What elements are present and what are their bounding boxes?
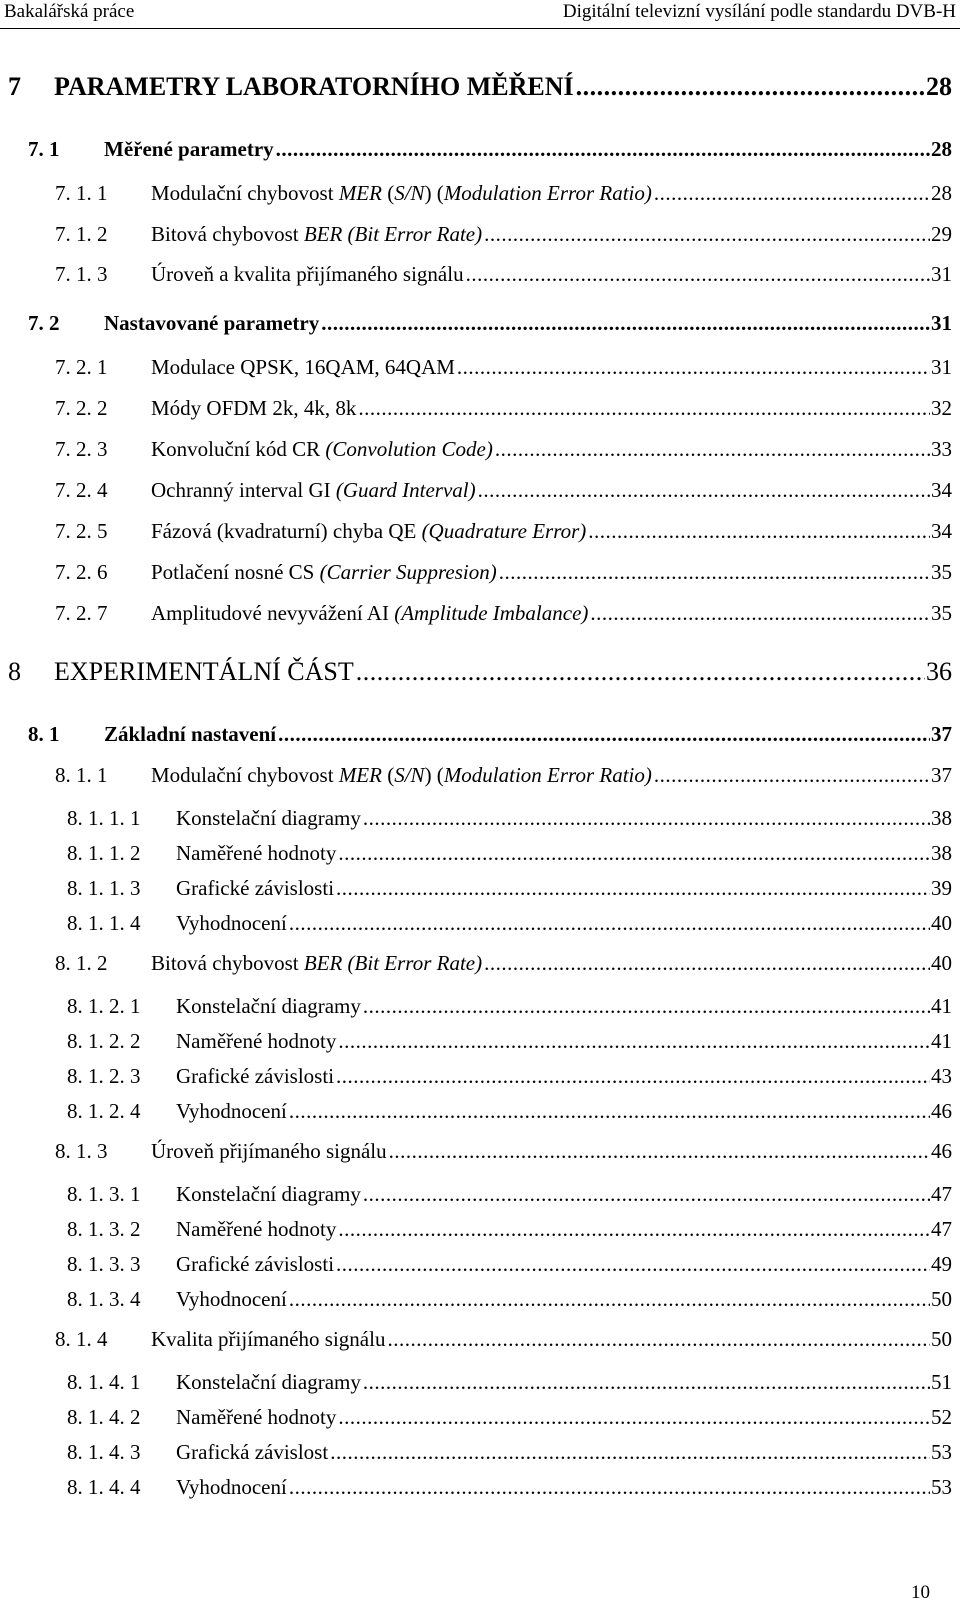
toc-leader-dots xyxy=(330,1440,930,1465)
toc-leader-dots xyxy=(387,1327,930,1352)
toc-title: Měřené parametry xyxy=(104,137,274,161)
toc-entry-chapter[interactable] xyxy=(8,657,952,687)
toc-title: Vyhodnocení xyxy=(176,1287,287,1311)
toc-leader-dots xyxy=(588,519,930,544)
toc-title: Úroveň přijímaného signálu xyxy=(151,1139,387,1163)
toc-number: 8. 1. 3 xyxy=(55,1139,108,1163)
toc-title: Konvoluční kód CR (Convolution Code) xyxy=(151,437,493,461)
toc-number: 8. 1. 3. 1 xyxy=(67,1182,141,1206)
toc-leader-dots xyxy=(336,1064,930,1089)
toc-page: 50 xyxy=(931,1327,952,1351)
toc-leader-dots xyxy=(576,72,925,102)
toc-leader-dots xyxy=(289,1099,930,1124)
toc-title: Ochranný interval GI (Guard Interval) xyxy=(151,478,476,502)
toc-number: 7. 2 xyxy=(28,311,60,335)
toc-entry-subsection[interactable] xyxy=(55,601,952,626)
toc-title: PARAMETRY LABORATORNÍHO MĚŘENÍ xyxy=(54,72,574,101)
toc-leader-dots xyxy=(654,181,930,206)
toc-number: 8. 1. 2. 1 xyxy=(67,994,141,1018)
toc-number: 8. 1. 1. 2 xyxy=(67,841,141,865)
toc-number: 7. 2. 4 xyxy=(55,478,108,502)
toc-number: 7. 1 xyxy=(28,137,60,161)
toc-page: 49 xyxy=(931,1252,952,1276)
toc-number: 7. 2. 6 xyxy=(55,560,108,584)
toc-title: Kvalita přijímaného signálu xyxy=(151,1327,386,1351)
toc-entry-subsection[interactable] xyxy=(55,396,952,421)
toc-title: Amplitudové nevyvážení AI (Amplitude Imbalance) xyxy=(151,601,589,625)
toc-page: 31 xyxy=(931,262,952,286)
toc-entry-subsection[interactable] xyxy=(55,519,952,544)
toc-entry-subsubsection[interactable] xyxy=(67,1405,952,1430)
page-number: 10 xyxy=(911,1582,930,1603)
toc-title: Grafické závislosti xyxy=(176,1064,335,1088)
toc-entry-subsection[interactable] xyxy=(55,262,952,287)
toc-entry-subsection[interactable] xyxy=(55,181,952,206)
toc-leader-dots xyxy=(363,806,930,831)
toc-number: 8. 1. 3. 4 xyxy=(67,1287,141,1311)
toc-title: Bitová chybovost BER (Bit Error Rate) xyxy=(151,222,483,246)
toc-title: Fázová (kvadraturní) chyba QE (Quadrature Error) xyxy=(151,519,587,543)
toc-leader-dots xyxy=(654,763,930,788)
toc-page: 38 xyxy=(931,841,952,865)
toc-leader-dots xyxy=(389,1139,930,1164)
toc-number: 7 xyxy=(8,72,21,101)
toc-title: Nastavované parametry xyxy=(104,311,320,335)
toc-leader-dots xyxy=(499,560,930,585)
toc-page: 33 xyxy=(931,437,952,461)
toc-entry-section[interactable] xyxy=(28,311,952,336)
toc-entry-subsection[interactable] xyxy=(55,1327,952,1352)
toc-leader-dots xyxy=(484,222,930,247)
toc-page: 39 xyxy=(931,876,952,900)
toc-number: 8. 1. 2 xyxy=(55,951,108,975)
toc-entry-subsubsection[interactable] xyxy=(67,876,952,901)
toc-title: Modulační chybovost MER (S/N) (Modulation Error Ratio) xyxy=(151,181,652,205)
toc-entry-chapter[interactable] xyxy=(8,72,952,102)
toc-page: 28 xyxy=(931,137,952,161)
toc-leader-dots xyxy=(289,911,930,936)
toc-entry-subsection[interactable] xyxy=(55,560,952,585)
toc-entry-subsection[interactable] xyxy=(55,355,952,380)
toc-entry-subsection[interactable] xyxy=(55,437,952,462)
toc-page: 35 xyxy=(931,560,952,584)
toc-entry-subsection[interactable] xyxy=(55,222,952,247)
toc-page: 53 xyxy=(931,1440,952,1464)
toc-entry-subsubsection[interactable] xyxy=(67,1182,952,1207)
toc-entry-subsection[interactable] xyxy=(55,1139,952,1164)
toc-number: 8. 1. 2. 2 xyxy=(67,1029,141,1053)
toc-number: 8. 1. 4. 4 xyxy=(67,1475,141,1499)
toc-page: 28 xyxy=(926,72,952,101)
toc-leader-dots xyxy=(484,951,930,976)
toc-title: EXPERIMENTÁLNÍ ČÁST xyxy=(54,657,354,686)
toc-leader-dots xyxy=(321,311,930,336)
toc-number: 7. 1. 1 xyxy=(55,181,108,205)
toc-page: 31 xyxy=(931,355,952,379)
toc-leader-dots xyxy=(289,1475,930,1500)
toc-title: Úroveň a kvalita přijímaného signálu xyxy=(151,262,464,286)
toc-page: 41 xyxy=(931,994,952,1018)
toc-page: 37 xyxy=(931,722,952,746)
toc-title: Konstelační diagramy xyxy=(176,1370,361,1394)
toc-page: 53 xyxy=(931,1475,952,1499)
toc-entry-subsubsection[interactable] xyxy=(67,1029,952,1054)
toc-title: Konstelační diagramy xyxy=(176,806,361,830)
toc-page: 35 xyxy=(931,601,952,625)
toc-page: 37 xyxy=(931,763,952,787)
toc-title: Grafická závislost xyxy=(176,1440,329,1464)
toc-title: Základní nastavení xyxy=(104,722,277,746)
toc-leader-dots xyxy=(590,601,930,626)
toc-leader-dots xyxy=(338,1217,930,1242)
toc-leader-dots xyxy=(358,396,930,421)
toc-number: 8. 1. 4. 3 xyxy=(67,1440,141,1464)
toc-page: 50 xyxy=(931,1287,952,1311)
toc-title: Vyhodnocení xyxy=(176,1099,287,1123)
toc-page: 28 xyxy=(931,181,952,205)
toc-leader-dots xyxy=(278,722,930,747)
toc-leader-dots xyxy=(363,1182,930,1207)
toc-number: 8 xyxy=(8,657,21,686)
toc-title: Naměřené hodnoty xyxy=(176,841,337,865)
toc-title: Naměřené hodnoty xyxy=(176,1405,337,1429)
toc-entry-subsubsection[interactable] xyxy=(67,1287,952,1312)
toc-number: 8. 1. 4. 1 xyxy=(67,1370,141,1394)
toc-leader-dots xyxy=(478,478,930,503)
toc-entry-subsection[interactable] xyxy=(55,478,952,503)
toc-leader-dots xyxy=(338,841,930,866)
toc-entry-section[interactable] xyxy=(28,722,952,747)
toc-entry-subsubsection[interactable] xyxy=(67,841,952,866)
toc-number: 8. 1. 3. 3 xyxy=(67,1252,141,1276)
toc-page: 34 xyxy=(931,519,952,543)
toc-title: Modulační chybovost MER (S/N) (Modulation Error Ratio) xyxy=(151,763,652,787)
toc-page: 34 xyxy=(931,478,952,502)
toc-title: Modulace QPSK, 16QAM, 64QAM xyxy=(151,355,455,379)
toc-number: 8. 1. 4. 2 xyxy=(67,1405,141,1429)
toc-leader-dots xyxy=(338,1405,930,1430)
header-thesis-type: Bakalářská práce xyxy=(4,1,135,22)
toc-entry-subsubsection[interactable] xyxy=(67,1064,952,1089)
toc-page: 38 xyxy=(931,806,952,830)
toc-entry-subsection[interactable] xyxy=(55,763,952,788)
toc-number: 8. 1. 3. 2 xyxy=(67,1217,141,1241)
toc-number: 7. 2. 7 xyxy=(55,601,108,625)
toc-title: Vyhodnocení xyxy=(176,911,287,935)
toc-number: 7. 2. 2 xyxy=(55,396,108,420)
header-thesis-title: Digitální televizní vysílání podle standardu DVB-H xyxy=(562,1,956,22)
toc-number: 8. 1 xyxy=(28,722,60,746)
toc-page: 51 xyxy=(931,1370,952,1394)
toc-entry-subsubsection[interactable] xyxy=(67,1440,952,1465)
toc-number: 8. 1. 2. 3 xyxy=(67,1064,141,1088)
toc-number: 8. 1. 4 xyxy=(55,1327,108,1351)
toc-page: 47 xyxy=(931,1217,952,1241)
toc-number: 7. 2. 3 xyxy=(55,437,108,461)
toc-entry-subsubsection[interactable] xyxy=(67,1370,952,1395)
toc-number: 7. 1. 2 xyxy=(55,222,108,246)
toc-entry-subsubsection[interactable] xyxy=(67,1252,952,1277)
toc-page: 46 xyxy=(931,1139,952,1163)
toc-leader-dots xyxy=(363,994,930,1019)
toc-entry-subsubsection[interactable] xyxy=(67,911,952,936)
toc-page: 32 xyxy=(931,396,952,420)
toc-leader-dots xyxy=(336,1252,930,1277)
toc-number: 7. 1. 3 xyxy=(55,262,108,286)
toc-page: 43 xyxy=(931,1064,952,1088)
toc-title: Konstelační diagramy xyxy=(176,1182,361,1206)
toc-number: 8. 1. 2. 4 xyxy=(67,1099,141,1123)
toc-title: Módy OFDM 2k, 4k, 8k xyxy=(151,396,357,420)
toc-page: 29 xyxy=(931,222,952,246)
toc-number: 8. 1. 1. 4 xyxy=(67,911,141,935)
toc-leader-dots xyxy=(338,1029,930,1054)
toc-title: Vyhodnocení xyxy=(176,1475,287,1499)
toc-leader-dots xyxy=(289,1287,930,1312)
toc-entry-section[interactable] xyxy=(28,137,952,162)
toc-entry-subsubsection[interactable] xyxy=(67,994,952,1019)
toc-number: 8. 1. 1. 3 xyxy=(67,876,141,900)
toc-entry-subsubsection[interactable] xyxy=(67,1475,952,1500)
toc-page: 46 xyxy=(931,1099,952,1123)
toc-page: 41 xyxy=(931,1029,952,1053)
toc-title: Grafické závislosti xyxy=(176,876,335,900)
toc-entry-subsection[interactable] xyxy=(55,951,952,976)
toc-leader-dots xyxy=(336,876,930,901)
toc-page: 47 xyxy=(931,1182,952,1206)
toc-number: 7. 2. 1 xyxy=(55,355,108,379)
toc-page: 31 xyxy=(931,311,952,335)
toc-title: Naměřené hodnoty xyxy=(176,1217,337,1241)
toc-entry-subsubsection[interactable] xyxy=(67,1099,952,1124)
toc-number: 7. 2. 5 xyxy=(55,519,108,543)
toc-title: Bitová chybovost BER (Bit Error Rate) xyxy=(151,951,483,975)
toc-title: Naměřené hodnoty xyxy=(176,1029,337,1053)
toc-leader-dots xyxy=(276,137,930,162)
toc-leader-dots xyxy=(363,1370,930,1395)
toc-title: Grafické závislosti xyxy=(176,1252,335,1276)
toc-page: 40 xyxy=(931,951,952,975)
toc-leader-dots xyxy=(356,657,925,687)
toc-title: Potlačení nosné CS (Carrier Suppresion) xyxy=(151,560,497,584)
toc-number: 8. 1. 1 xyxy=(55,763,108,787)
toc-number: 8. 1. 1. 1 xyxy=(67,806,141,830)
toc-entry-subsubsection[interactable] xyxy=(67,1217,952,1242)
toc-page: 52 xyxy=(931,1405,952,1429)
toc-leader-dots xyxy=(495,437,930,462)
toc-title: Konstelační diagramy xyxy=(176,994,361,1018)
toc-page: 40 xyxy=(931,911,952,935)
toc-leader-dots xyxy=(466,262,930,287)
toc-entry-subsubsection[interactable] xyxy=(67,806,952,831)
toc-leader-dots xyxy=(457,355,930,380)
toc-page: 36 xyxy=(926,657,952,686)
